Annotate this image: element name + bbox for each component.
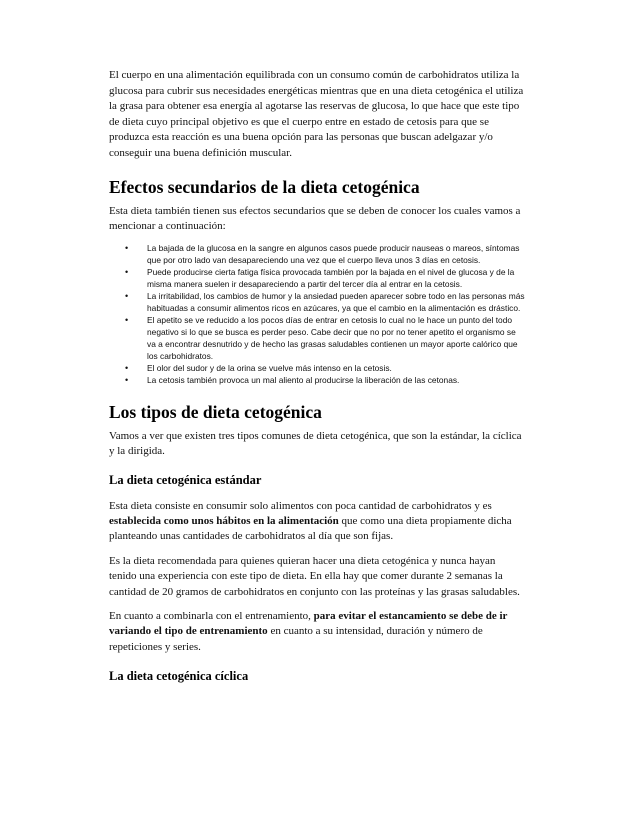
document-page bbox=[109, 68, 525, 684]
list-item: • El apetito se ve reducido a los pocos días de entrar en cetosis lo cual no le hace un punto del todo negativo si lo que se busca es perder peso. Cabe decir que no por no tener apetito el organismo se va a encontrar desnutrido y de hecho las grasas saludables contienen un mayor aporte calórico que los carbohidratos. bbox=[125, 314, 518, 361]
bullet-icon: • bbox=[125, 290, 129, 301]
heading-dieta-estandar: La dieta cetogénica estándar bbox=[109, 472, 262, 487]
bullet-icon: • bbox=[125, 362, 129, 373]
heading-dieta-ciclica: La dieta cetogénica cíclica bbox=[109, 669, 249, 684]
list-item: • La irritabilidad, los cambios de humor y la ansiedad pueden aparecer sobre todo en las personas más habituadas a consumir alimentos ricos en azúcares, ya que el cambio en la alimentación es drástico. bbox=[125, 290, 525, 313]
bullet-icon: • bbox=[125, 242, 129, 253]
bullet-icon: • bbox=[125, 266, 129, 277]
intro-paragraph: El cuerpo en una alimentación equilibrada con un consumo común de carbohidratos utiliza la glucosa para cubrir sus necesidades energéticas mientras que en una dieta cetogénica el utiliza la grasa para obtener esa energía al agotarse las reservas de glucosa, lo que hace que este tipo de dieta cuyo principal objetivo es que el cuerpo entre en estado de cetosis para que se produzca esta reacción es una buena opción para las personas que buscan adelgazar y/o conseguir una buena definición muscular. bbox=[109, 69, 524, 159]
heading-efectos-secundarios: Efectos secundarios de la dieta cetogénica bbox=[109, 177, 420, 197]
tipos-intro-paragraph: Vamos a ver que existen tres tipos comunes de dieta cetogénica, que son la estándar, la cíclica y la dirigida. bbox=[109, 429, 522, 458]
estandar-paragraph-3: En cuanto a combinarla con el entrenamiento, para evitar el estancamiento se debe de ir variando el tipo de entrenamiento en cuanto a su intensidad, duración y número de repeticiones y series. bbox=[109, 610, 508, 653]
bullet-icon: • bbox=[125, 314, 129, 325]
list-item: • Puede producirse cierta fatiga física provocada también por la bajada en el nivel de glucosa y de la misma manera suelen ir desapareciendo a partir del tercer día al entrar en la cetosis. bbox=[125, 266, 515, 289]
list-item: • El olor del sudor y de la orina se vuelve más intenso en la cetosis. bbox=[125, 362, 392, 373]
estandar-paragraph-1: Esta dieta consiste en consumir solo alimentos con poca cantidad de carbohidratos y es establecida como unos hábitos en la alimentación que como una dieta propiamente dicha planteando unas cantidades de carbohidratos al día que son fijas. bbox=[109, 499, 512, 543]
list-item: • La bajada de la glucosa en la sangre en algunos casos puede producir nauseas o mareos, síntomas que por otro lado van desapareciendo una vez que el cuerpo lleva unos 3 días en cetosis. bbox=[125, 242, 520, 265]
estandar-paragraph-2: Es la dieta recomendada para quienes quieran hacer una dieta cetogénica y nunca hayan tenido una experiencia con este tipo de dieta. En ella hay que comer durante 2 semanas la cantidad de 20 gramos de carbohidratos en conjunto con las proteínas y las grasas saludables. bbox=[109, 554, 520, 598]
bullet-icon: • bbox=[125, 374, 129, 385]
list-item: • La cetosis también provoca un mal aliento al producirse la liberación de las cetonas. bbox=[125, 374, 460, 385]
efectos-bullet-list bbox=[109, 242, 525, 386]
efectos-intro-paragraph: Esta dieta también tienen sus efectos secundarios que se deben de conocer los cuales vamos a mencionar a continuación: bbox=[109, 205, 521, 233]
heading-tipos-dieta: Los tipos de dieta cetogénica bbox=[109, 401, 322, 422]
